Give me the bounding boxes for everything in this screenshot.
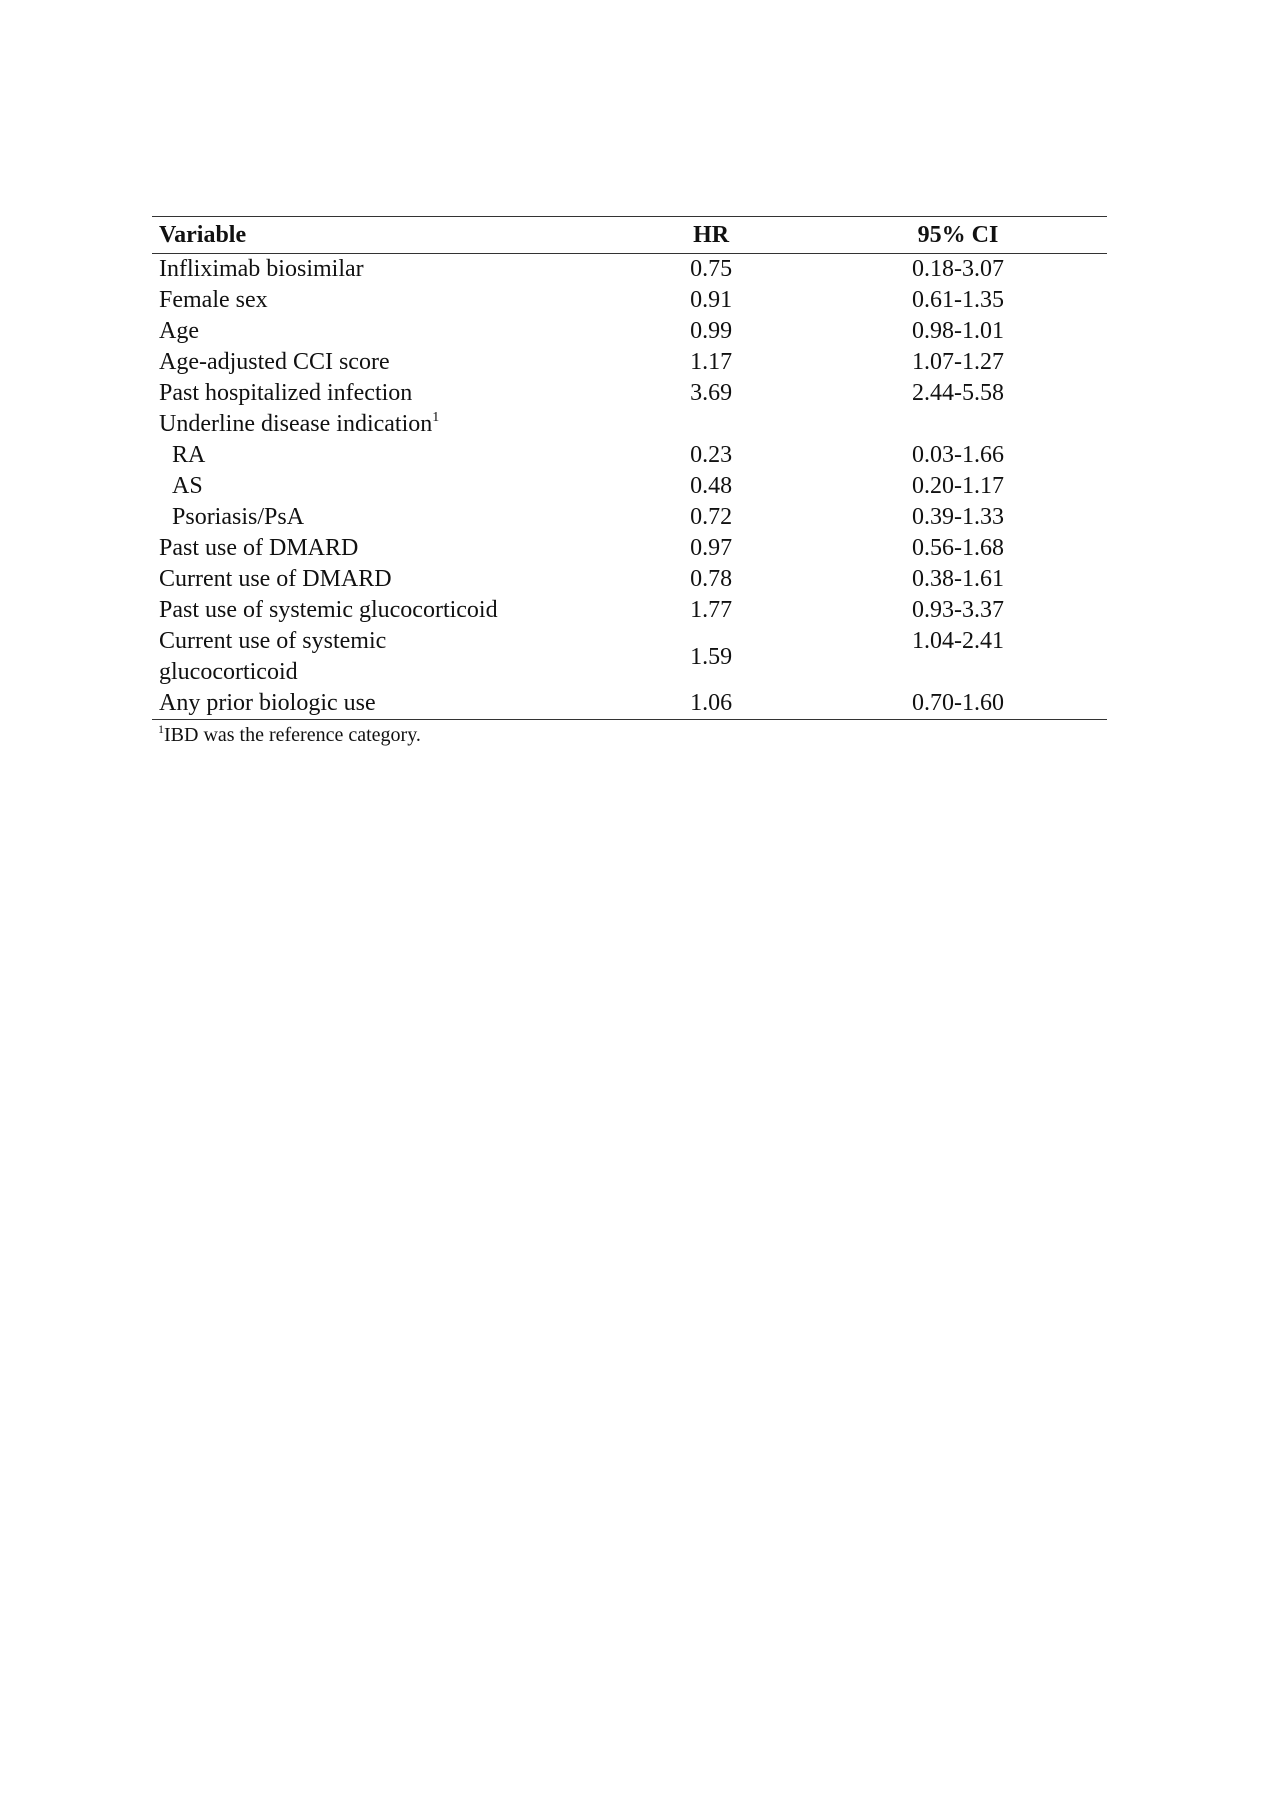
row-ci: 0.70-1.60: [809, 688, 1107, 720]
table-header-row: [152, 217, 1107, 254]
hazard-ratio-table-container: [152, 216, 1107, 747]
row-ci: 2.44-5.58: [911, 380, 1004, 406]
row-hr: 0.99: [690, 318, 733, 344]
row-variable: Age: [159, 318, 199, 344]
row-hr: 0.72: [690, 504, 733, 530]
header-variable: Variable: [152, 217, 613, 254]
table-row: [152, 316, 1107, 347]
row-hr: 1.06: [613, 688, 809, 720]
row-variable: [152, 626, 613, 688]
row-ci: 0.20-1.17: [911, 473, 1004, 499]
row-variable-line2: glucocorticoid: [159, 659, 298, 685]
row-hr: 0.23: [690, 442, 733, 468]
table-row: [152, 595, 1107, 626]
row-variable: RA: [172, 442, 206, 468]
row-ci: 0.03-1.66: [911, 442, 1004, 468]
footnote-text: IBD was the reference category.: [164, 724, 421, 746]
header-ci: 95% CI: [809, 217, 1107, 254]
row-hr: 1.17: [690, 349, 733, 375]
row-hr: 0.75: [690, 256, 733, 282]
row-hr: 0.91: [690, 287, 733, 313]
table-row: [152, 347, 1107, 378]
row-hr: 0.78: [690, 566, 733, 592]
table-row: [152, 502, 1107, 533]
table-row: [152, 285, 1107, 316]
table-row: [152, 254, 1107, 286]
row-variable: Past use of DMARD: [159, 535, 359, 561]
row-hr: 1.59: [690, 643, 733, 670]
row-ci: 0.61-1.35: [911, 287, 1004, 313]
table-row: [152, 471, 1107, 502]
row-variable: Psoriasis/PsA: [172, 504, 305, 530]
table-row: [152, 626, 1107, 688]
row-hr: 0.48: [690, 473, 733, 499]
row-ci: 0.98-1.01: [911, 318, 1004, 344]
row-hr: 3.69: [690, 380, 733, 406]
table-row: [152, 564, 1107, 595]
table-row-group-heading: [152, 409, 1107, 440]
row-ci: 0.39-1.33: [911, 504, 1004, 530]
table-row: [152, 688, 1107, 720]
row-variable: Infliximab biosimilar: [159, 256, 364, 282]
row-ci: [809, 409, 1107, 440]
row-ci: 0.56-1.68: [911, 535, 1004, 561]
hazard-ratio-table: [152, 216, 1107, 720]
row-ci: 1.04-2.41: [911, 628, 1004, 654]
row-hr: 0.97: [690, 535, 733, 561]
row-ci: 0.93-3.37: [911, 597, 1004, 623]
row-variable: Any prior biologic use: [152, 688, 613, 720]
footnote-marker: 1: [158, 722, 164, 736]
table-row: [152, 378, 1107, 409]
row-hr: [613, 409, 809, 440]
row-variable: [152, 409, 613, 440]
row-variable: Age-adjusted CCI score: [159, 349, 390, 375]
row-variable: Past use of systemic glucocorticoid: [159, 597, 498, 623]
row-ci: 1.07-1.27: [911, 349, 1004, 375]
row-ci: 0.38-1.61: [911, 566, 1004, 592]
row-variable: AS: [172, 473, 203, 499]
row-ci: 0.18-3.07: [911, 256, 1004, 282]
table-row: [152, 440, 1107, 471]
row-variable: Current use of DMARD: [159, 566, 392, 592]
footnote-marker: 1: [432, 410, 440, 425]
header-hr: HR: [613, 217, 809, 254]
group-heading-text: Underline disease indication: [159, 411, 433, 437]
row-variable: Female sex: [159, 287, 268, 313]
table-row: [152, 533, 1107, 564]
row-variable: Past hospitalized infection: [159, 380, 413, 406]
row-hr: 1.77: [690, 597, 733, 623]
table-footnote: [152, 723, 1107, 747]
row-variable-line1: Current use of systemic: [159, 628, 387, 654]
